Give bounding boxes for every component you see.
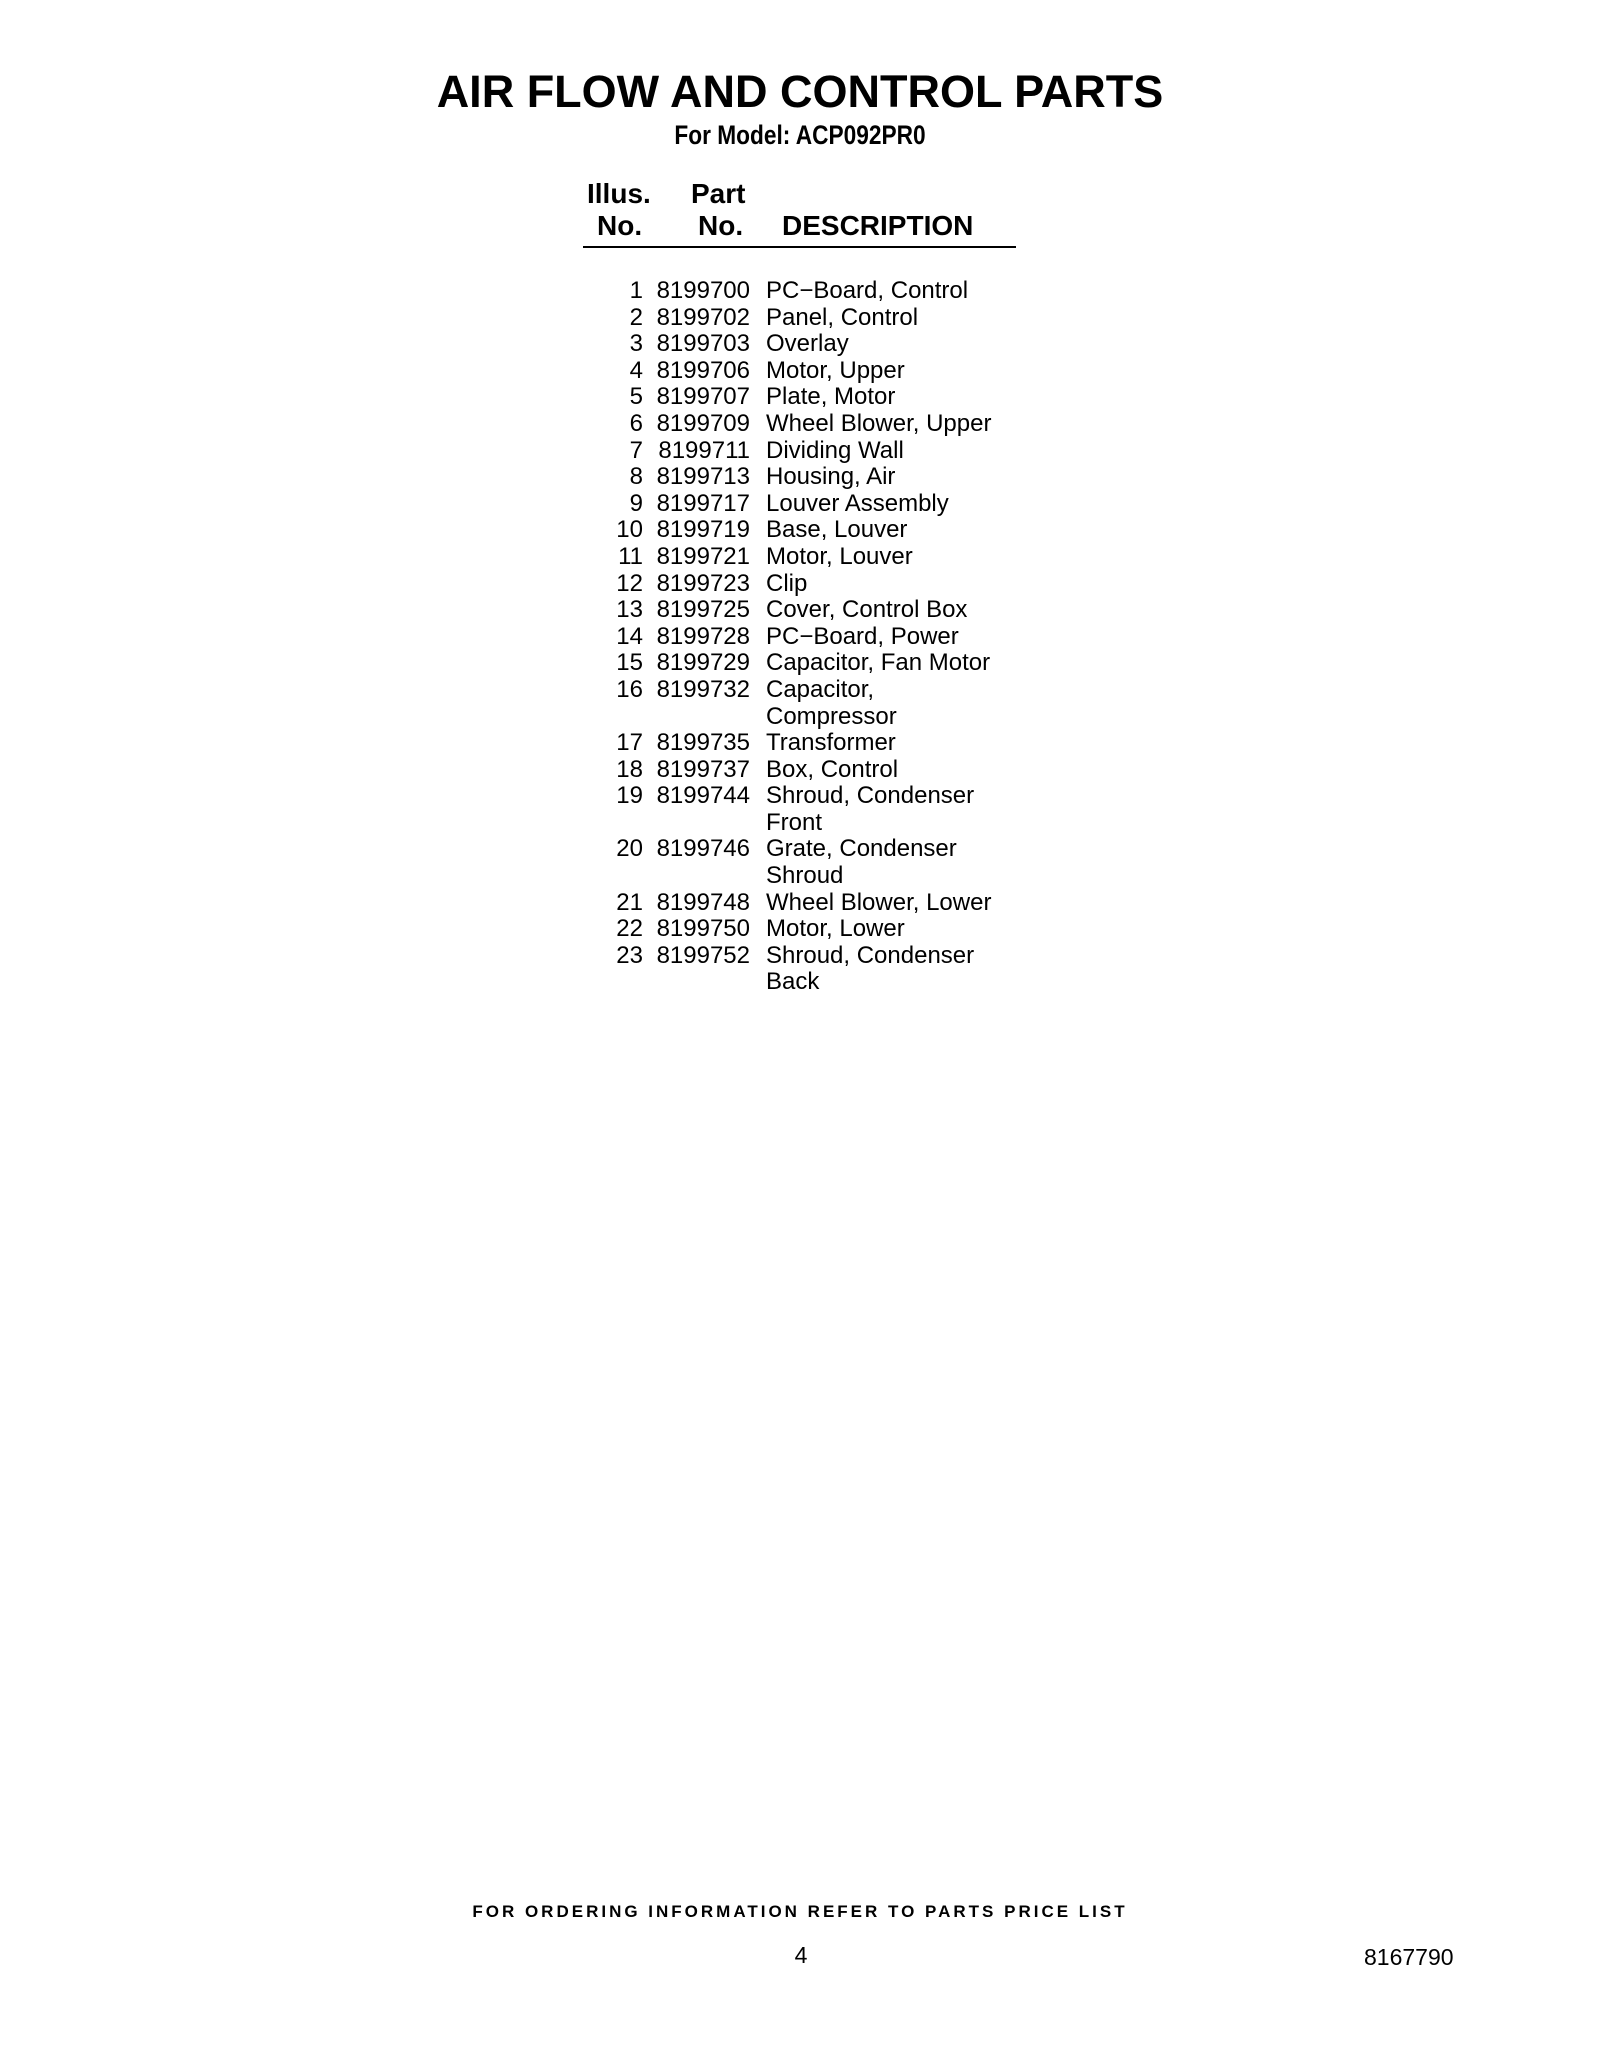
illus-no-cell: 11 [618, 542, 643, 570]
parts-rows [583, 278, 1016, 996]
description-cell: Clip [766, 569, 808, 597]
part-no-cell: 8199709 [656, 409, 750, 437]
table-row [583, 677, 1016, 730]
illus-no-cell: 7 [629, 436, 643, 464]
illus-header-line2: No. [597, 210, 643, 241]
page-title: AIR FLOW AND CONTROL PARTS [436, 66, 1164, 117]
illus-no-cell: 13 [616, 596, 643, 624]
document-number: 8167790 [1364, 1944, 1454, 1970]
table-row [583, 890, 1016, 917]
part-no-cell: 8199719 [656, 516, 750, 544]
description-cell: Transformer [766, 729, 896, 757]
table-row [583, 650, 1016, 677]
illus-no-cell: 3 [629, 330, 643, 358]
part-no-cell: 8199752 [656, 941, 750, 969]
description-cell: Grate, Condenser Shroud [766, 835, 957, 890]
part-no-cell: 8199744 [656, 782, 750, 810]
illus-no-cell: 6 [629, 409, 643, 437]
illus-no-cell: 18 [616, 755, 643, 783]
description-cell: Wheel Blower, Upper [766, 409, 992, 437]
illus-no-cell: 21 [616, 888, 643, 916]
part-no-cell: 8199721 [656, 542, 750, 570]
part-no-cell: 8199737 [656, 755, 750, 783]
table-row [583, 597, 1016, 624]
table-row [583, 384, 1016, 411]
description-header: DESCRIPTION [782, 210, 974, 241]
illus-no-cell: 20 [616, 835, 643, 863]
part-no-cell: 8199746 [656, 835, 750, 863]
part-no-cell: 8199713 [656, 463, 750, 491]
table-row [583, 411, 1016, 438]
description-cell: Housing, Air [766, 463, 896, 491]
description-cell: Motor, Louver [766, 542, 913, 570]
description-cell: Panel, Control [766, 303, 919, 331]
table-row [583, 331, 1016, 358]
description-cell: PC−Board, Control [766, 277, 969, 304]
description-cell: Base, Louver [766, 516, 908, 544]
part-no-cell: 8199729 [656, 649, 750, 677]
table-row [583, 571, 1016, 598]
illus-no-cell: 23 [616, 941, 643, 969]
description-cell: Louver Assembly [766, 489, 949, 517]
table-row [583, 757, 1016, 784]
illus-no-cell: 15 [616, 649, 643, 677]
part-no-cell: 8199700 [656, 277, 750, 304]
description-cell: Box, Control [766, 755, 899, 783]
description-cell: Capacitor, Fan Motor [766, 649, 991, 677]
illus-no-cell: 14 [616, 622, 643, 650]
table-row [583, 491, 1016, 518]
part-no-cell: 8199728 [656, 622, 750, 650]
table-row [583, 305, 1016, 332]
part-header-line2: No. [698, 210, 744, 241]
illus-header-line1: Illus. [587, 178, 651, 209]
part-no-cell: 8199703 [656, 330, 750, 358]
table-row [583, 730, 1016, 757]
table-row [583, 624, 1016, 651]
part-header-line1: Part [691, 178, 746, 209]
illus-no-cell: 19 [616, 782, 643, 810]
description-cell: Overlay [766, 330, 849, 358]
model-subtitle: For Model: ACP092PR0 [674, 120, 926, 150]
part-no-cell: 8199723 [656, 569, 750, 597]
table-row [583, 278, 1016, 305]
description-cell: Motor, Lower [766, 915, 905, 943]
description-cell: Cover, Control Box [766, 596, 968, 624]
part-no-cell: 8199702 [656, 303, 750, 331]
table-row [583, 836, 1016, 889]
part-no-cell: 8199748 [656, 888, 750, 916]
part-no-cell: 8199706 [656, 356, 750, 384]
illus-no-cell: 22 [616, 915, 643, 943]
table-header [583, 178, 1016, 248]
illus-no-cell: 1 [629, 277, 643, 304]
table-row [583, 464, 1016, 491]
description-cell: Wheel Blower, Lower [766, 888, 992, 916]
part-no-cell: 8199707 [656, 383, 750, 411]
table-row [583, 544, 1016, 571]
illus-no-cell: 17 [616, 729, 643, 757]
description-cell: Shroud, Condenser Back [766, 941, 975, 996]
description-cell: Plate, Motor [766, 383, 896, 411]
table-row [583, 517, 1016, 544]
illus-no-cell: 10 [616, 516, 643, 544]
parts-table [583, 178, 1016, 996]
part-no-cell: 8199750 [656, 915, 750, 943]
table-row [583, 916, 1016, 943]
illus-no-cell: 8 [629, 463, 643, 491]
part-no-cell: 8199725 [656, 596, 750, 624]
description-cell: Dividing Wall [766, 436, 904, 464]
table-row [583, 783, 1016, 836]
description-cell: Capacitor, Compressor [766, 675, 897, 730]
table-row [583, 358, 1016, 385]
table-row [583, 438, 1016, 465]
illus-no-cell: 5 [629, 383, 643, 411]
illus-no-cell: 16 [616, 675, 643, 703]
illus-no-cell: 2 [629, 303, 643, 331]
description-cell: Shroud, Condenser Front [766, 782, 975, 836]
page-number: 4 [794, 1942, 808, 1968]
ordering-note: FOR ORDERING INFORMATION REFER TO PARTS PRICE LIST [472, 1902, 1128, 1921]
illus-no-cell: 4 [629, 356, 643, 384]
part-no-cell: 8199735 [656, 729, 750, 757]
illus-no-cell: 12 [616, 569, 643, 597]
illus-no-cell: 9 [629, 489, 643, 517]
part-no-cell: 8199717 [656, 489, 750, 517]
description-cell: PC−Board, Power [766, 622, 959, 650]
table-row [583, 943, 1016, 996]
part-no-cell: 8199732 [656, 675, 750, 703]
part-no-cell: 8199711 [658, 436, 750, 464]
description-cell: Motor, Upper [766, 356, 905, 384]
